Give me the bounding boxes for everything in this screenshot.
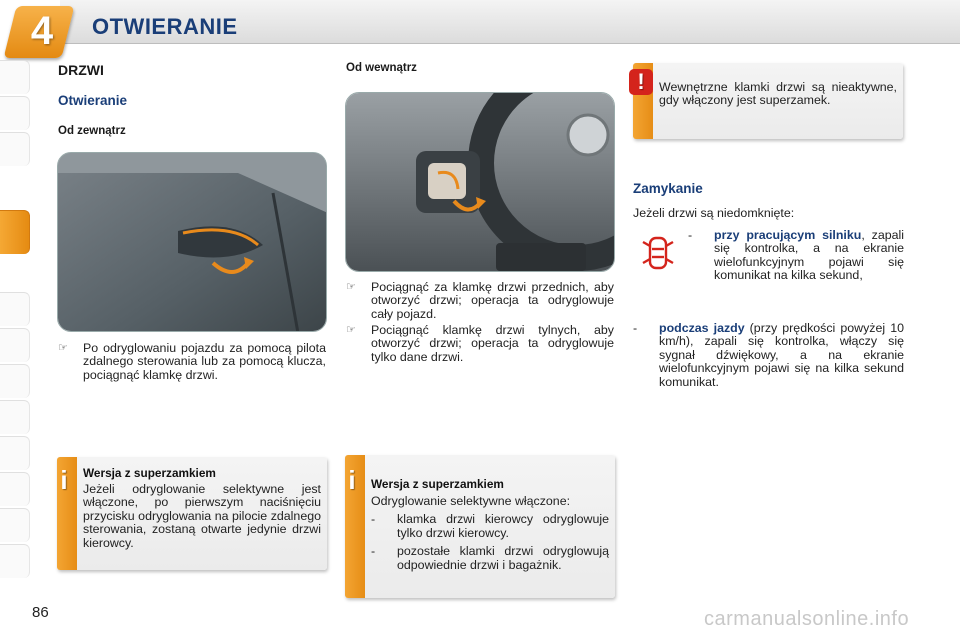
- outside-heading: Od zewnątrz: [58, 125, 126, 137]
- closing-item-bold: przy pracującym silniku: [714, 228, 862, 242]
- chapter-tab[interactable]: [0, 328, 30, 362]
- closing-intro: Jeżeli drzwi są niedomknięte:: [633, 206, 795, 220]
- chapter-tab[interactable]: [0, 364, 30, 398]
- inside-heading: Od wewnątrz: [346, 62, 417, 74]
- inside-instruction-front: ☞ Pociągnąć za klamkę drzwi przednich, aby otworzyć drzwi; operacja ta odryglowuje cały pojazd.: [346, 280, 614, 321]
- chapter-tab[interactable]: [0, 508, 30, 542]
- closing-item-engine-running: - przy pracującym silniku, zapali się kontrolka, a na ekranie wielofunkcyjnym pojawi się komunikat na kilka sekund,: [688, 228, 905, 283]
- info-box-item: - klamka drzwi kierowcy odryglowuje tylko drzwi kierowcy.: [371, 512, 609, 540]
- chapter-title: OTWIERANIE: [92, 14, 238, 39]
- watermark: carmanualsonline.info: [704, 608, 910, 630]
- chapter-tab[interactable]: [0, 132, 30, 166]
- bullet-icon: ☞: [58, 342, 68, 354]
- section-title: DRZWI: [58, 62, 104, 78]
- info-box-intro: Odryglowanie selektywne włączone:: [371, 494, 571, 508]
- page-number: 86: [32, 604, 49, 621]
- chapter-tab[interactable]: [0, 60, 30, 94]
- chapter-tab-active[interactable]: [0, 210, 30, 254]
- chapter-tab[interactable]: [0, 292, 30, 326]
- info-box-superlock-middle: [345, 455, 615, 598]
- closing-heading: Zamykanie: [633, 181, 703, 196]
- warning-box: [633, 63, 903, 139]
- chapter-tab[interactable]: [0, 544, 30, 578]
- closing-item-driving: - podczas jazdy (przy prędkości powyżej 10 km/h), zapali się kontrolka, włączy się sygnał dźwiękowy, a na ekranie wielofunkcyjnym pojawi się na kilka sekund komunikat.: [633, 321, 904, 389]
- door-open-warning-icon: [641, 235, 675, 271]
- interior-door-handle-photo: [345, 92, 615, 272]
- inside-instruction-rear: ☞ Pociągnąć klamkę drzwi tylnych, aby otworzyć drzwi; operacja ta odryglowuje tylko dane drzwi.: [346, 323, 614, 364]
- warning-text: Wewnętrzne klamki drzwi są nieaktywne, gdy włączony jest superzamek.: [659, 80, 897, 108]
- info-box-title: Wersja z superzamkiem: [83, 466, 216, 480]
- info-icon: i: [60, 465, 68, 495]
- outside-instruction: ☞ Po odryglowaniu pojazdu za pomocą pilota zdalnego sterowania lub za pomocą klucza, pociągnąć klamkę drzwi.: [58, 341, 326, 382]
- subsection-title: Otwieranie: [58, 93, 128, 108]
- bullet-icon: ☞: [346, 281, 356, 293]
- info-icon: i: [348, 465, 356, 495]
- chapter-tab[interactable]: [0, 472, 30, 506]
- chapter-tab[interactable]: [0, 400, 30, 434]
- warning-icon: !: [629, 69, 653, 95]
- chapter-tab[interactable]: [0, 436, 30, 470]
- chapter-number: 4: [30, 9, 54, 53]
- bullet-icon: ☞: [346, 324, 356, 336]
- info-box-superlock-left: [57, 457, 327, 570]
- info-box-text: Jeżeli odryglowanie selektywne jest włączone, po pierwszym naciśnięciu przycisku odryglowania na pilocie zdalnego sterowania, zostaną otwarte jedynie drzwi kierowcy.: [83, 482, 321, 550]
- info-box-title: Wersja z superzamkiem: [371, 477, 504, 491]
- closing-item-bold: podczas jazdy: [659, 321, 745, 335]
- exterior-door-handle-photo: [57, 152, 327, 332]
- info-box-item: - pozostałe klamki drzwi odryglowują odpowiednie drzwi i bagażnik.: [371, 544, 609, 572]
- page-header: [0, 0, 960, 56]
- chapter-tab-rail: [0, 60, 30, 580]
- chapter-tab[interactable]: [0, 96, 30, 130]
